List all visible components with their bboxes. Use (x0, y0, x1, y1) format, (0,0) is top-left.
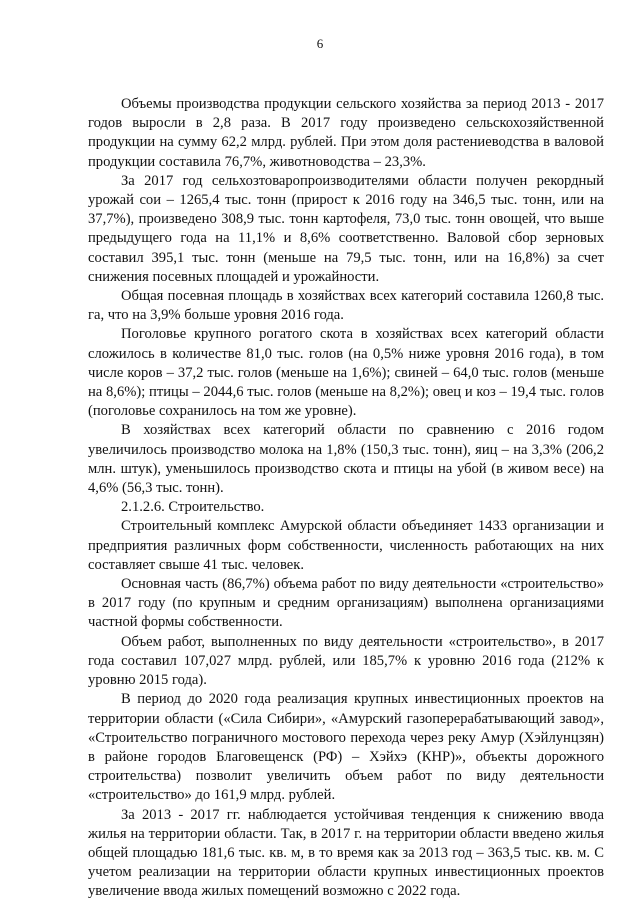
paragraph-crop-harvest: За 2017 год сельхозтоваропроизводителями области получен рекордный урожай сои – 1265,4 тыс. тонн (прирост к 2016 году на 346,5 тыс. тонн, или на 37,7%), произведено 308,9 тыс. тонн картофеля, 73,0 тыс. тонн овощей, что выше предыдущего года на 11,1% и 8,6% соответственно. Валовой сбор зерновых составил 395,1 тыс. тонн (меньше на 79,5 тыс. тонн, или на 16,8%) за счет снижения посевных площадей и урожайности. (88, 172, 604, 285)
paragraph-investment-projects: В период до 2020 года реализация крупных инвестиционных проектов на территории области («Сила Сибири», «Амурский газоперерабатывающий завод», «Строительство пограничного мостового перехода через реку Амур (Хэйлунцзян) в районе городов Благовещенск (РФ) – Хэйхэ (КНР)», объекты дорожного строительства) позволит увеличить объем работ по виду деятельности «строительство» до 161,9 млрд. рублей. (88, 691, 604, 804)
paragraph-sown-area: Общая посевная площадь в хозяйствах всех категорий составила 1260,8 тыс. га, что на 3,9% больше уровня 2016 года. (88, 288, 604, 324)
section-heading-construction: 2.1.2.6. Строительство. (121, 499, 265, 516)
paragraph-construction-complex: Строительный комплекс Амурской области объединяет 1433 организации и предприятия различных форм собственности, численность работающих на них составляет свыше 41 тыс. человек. (88, 518, 604, 573)
paragraph-private-share: Основная часть (86,7%) объема работ по виду деятельности «строительство» в 2017 году (по крупным и средним организациям) выполнена организациями частной формы собственности. (88, 576, 604, 631)
paragraph-livestock: Поголовье крупного рогатого скота в хозяйствах всех категорий области сложилось в количестве 81,0 тыс. голов (на 0,5% ниже уровня 2016 года), в том числе коров – 37,2 тыс. голов (меньше на 1,6%); свиней – 64,0 тыс. голов (меньше на 8,6%); птицы – 2044,6 тыс. голов (меньше на 8,2%); овец и коз – 19,4 тыс. голов (поголовье сохранилось на том же уровне). (88, 326, 604, 420)
paragraph-milk-eggs: В хозяйствах всех категорий области по сравнению с 2016 годом увеличилось производство молока на 1,8% (150,3 тыс. тонн), яиц – на 3,3% (206,2 млн. штук), уменьшилось производство скота и птицы на убой (в живом весе) на 4,6% (56,3 тыс. тонн). (88, 422, 604, 497)
page-number: 6 (316, 36, 324, 51)
document-body (88, 95, 604, 902)
paragraph-agriculture-output: Объемы производства продукции сельского хозяйства за период 2013 - 2017 годов выросли в 2,8 раза. В 2017 году произведено сельскохозяйственной продукции на сумму 62,2 млрд. рублей. При этом доля растениеводства в валовой продукции составила 76,7%, животноводства – 23,3%. (88, 96, 604, 170)
paragraph-construction-volume: Объем работ, выполненных по виду деятельности «строительство», в 2017 года составил 107,027 млрд. рублей, или 185,7% к уровню 2016 года (212% к уровню 2015 года). (88, 633, 604, 689)
paragraph-housing: За 2013 - 2017 гг. наблюдается устойчивая тенденция к снижению ввода жилья на территории области. Так, в 2017 г. на территории области введено жилья общей площадью 181,6 тыс. кв. м, в то время как за 2013 год – 363,5 тыс. кв. м. С учетом реализации на территории области крупных инвестиционных проектов увеличение ввода жилых помещений возможно с 2022 года. (88, 806, 604, 900)
